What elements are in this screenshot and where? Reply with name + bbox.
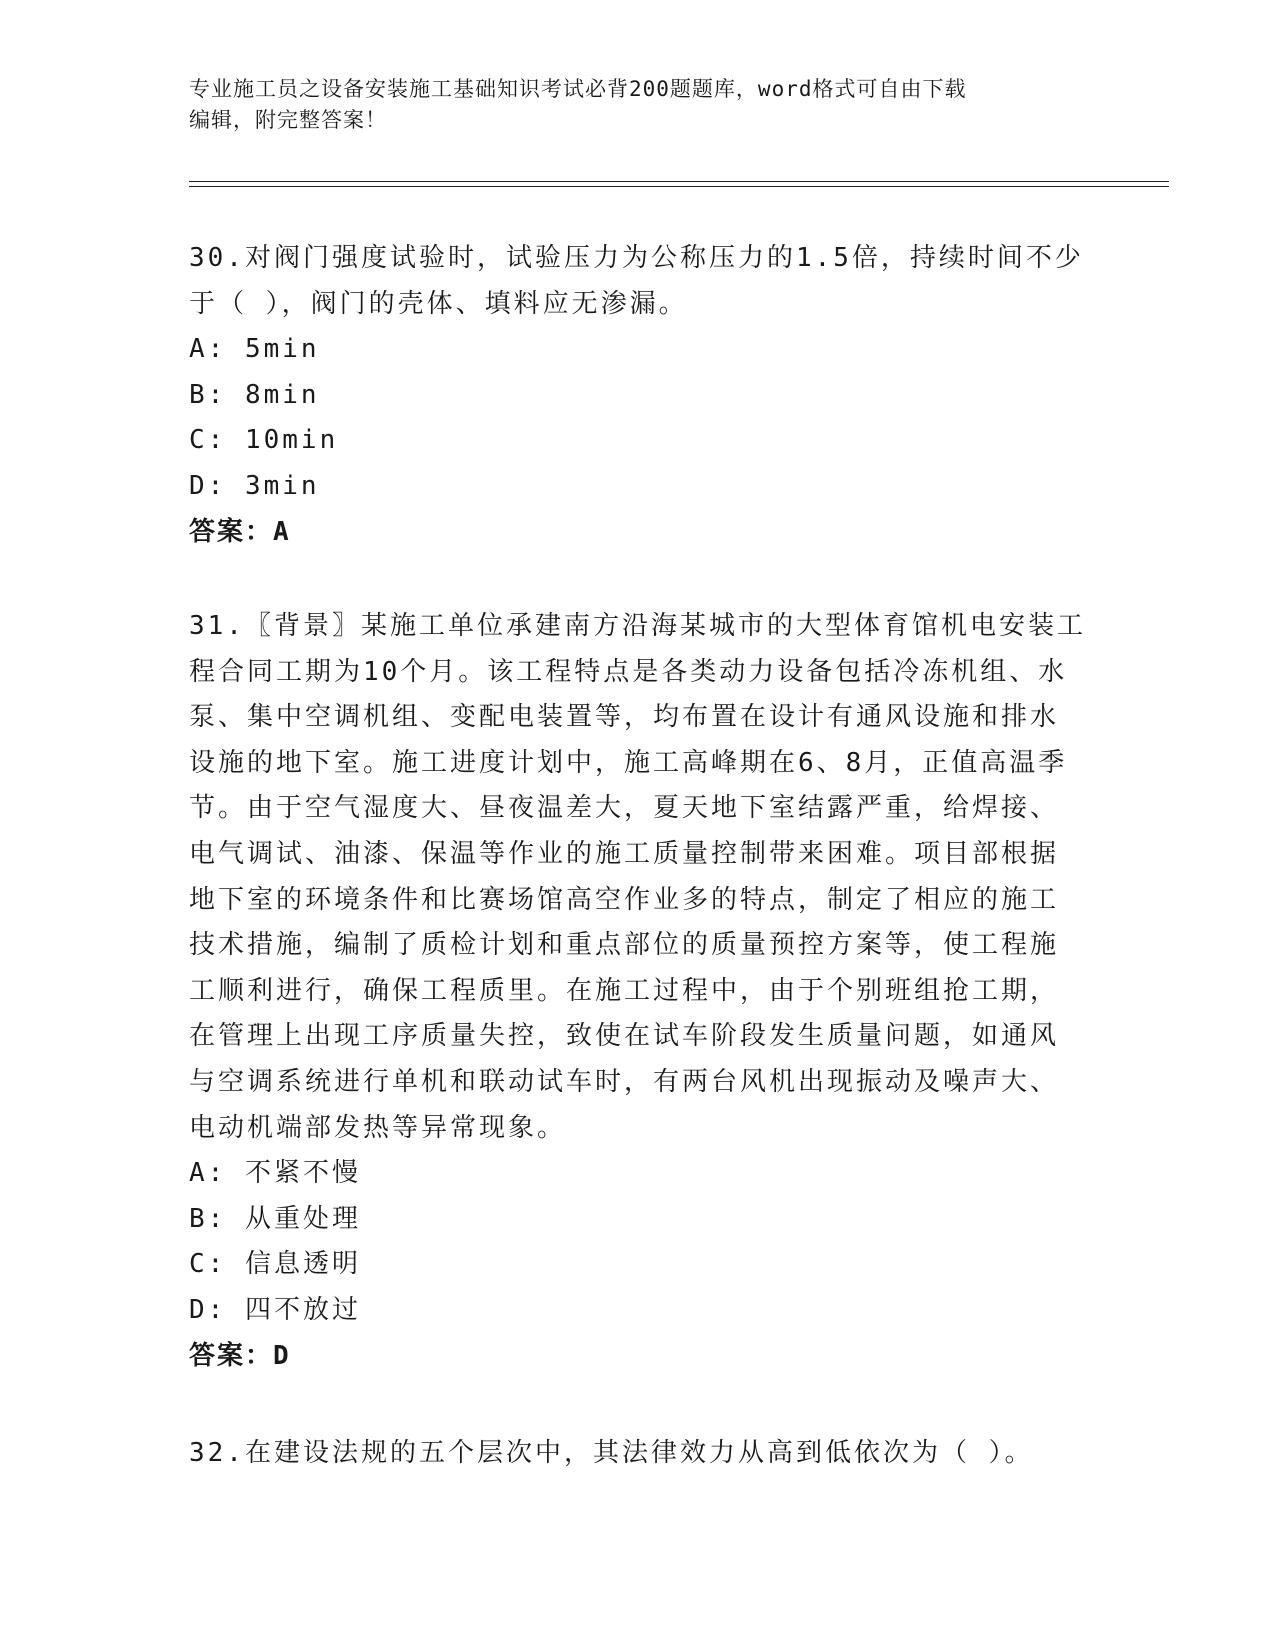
question-stem: 工顺利进行，确保工程质里。在施工过程中，由于个别班组抢工期， <box>189 975 1060 1006</box>
question-stem: 32.在建设法规的五个层次中，其法律效力从高到低依次为（ ）。 <box>189 1438 1034 1468</box>
question-stem: 技术措施，编制了质检计划和重点部位的质量预控方案等，使工程施 <box>189 930 1060 961</box>
option-c: C: 信息透明 <box>189 1249 361 1280</box>
question-stem: 程合同工期为10个月。该工程特点是各类动力设备包括冷冻机组、水 <box>189 656 1068 687</box>
question-stem: 于（ ），阀门的壳体、填料应无渗漏。 <box>189 288 688 319</box>
question-stem: 30.对阀门强度试验时，试验压力为公称压力的1.5倍，持续时间不少 <box>189 243 1084 273</box>
question-32 <box>189 1431 1089 1477</box>
question-stem: 在管理上出现工序质量失控，致使在试车阶段发生质量问题，如通风 <box>189 1021 1060 1052</box>
question-stem: 与空调系统进行单机和联动试车时，有两台风机出现振动及噪声大、 <box>189 1066 1060 1097</box>
header-line-2: 编辑，附完整答案！ <box>189 108 387 132</box>
document-header <box>189 74 1089 136</box>
option-d: D: 四不放过 <box>189 1294 361 1325</box>
question-stem: 设施的地下室。施工进度计划中，施工高峰期在6、8月，正值高温季 <box>189 747 1068 778</box>
option-b: B: 8min <box>189 379 320 410</box>
header-divider-bottom <box>189 186 1169 187</box>
answer: 答案：D <box>189 1340 291 1371</box>
question-stem: 电动机端部发热等异常现象。 <box>189 1112 567 1143</box>
question-stem: 节。由于空气湿度大、昼夜温差大，夏天地下室结露严重，给焊接、 <box>189 793 1060 824</box>
option-d: D: 3min <box>189 470 320 501</box>
question-30 <box>189 236 1089 555</box>
question-stem: 31.〖背景〗某施工单位承建南方沿海某城市的大型体育馆机电安装工 <box>189 611 1086 641</box>
option-a: A: 不紧不慢 <box>189 1158 361 1189</box>
option-c: C: 10min <box>189 425 339 456</box>
question-stem: 地下室的环境条件和比赛场馆高空作业多的特点，制定了相应的施工 <box>189 884 1060 915</box>
question-stem: 泵、集中空调机组、变配电装置等，均布置在设计有通风设施和排水 <box>189 702 1060 733</box>
question-31 <box>189 604 1089 1379</box>
header-divider-top <box>189 181 1169 182</box>
option-b: B: 从重处理 <box>189 1203 361 1234</box>
option-a: A: 5min <box>189 334 320 365</box>
header-line-1: 专业施工员之设备安装施工基础知识考试必背200题题库，word格式可自由下载 <box>189 77 967 101</box>
question-stem: 电气调试、油漆、保温等作业的施工质量控制带来困难。项目部根据 <box>189 838 1060 869</box>
answer: 答案：A <box>189 516 291 547</box>
